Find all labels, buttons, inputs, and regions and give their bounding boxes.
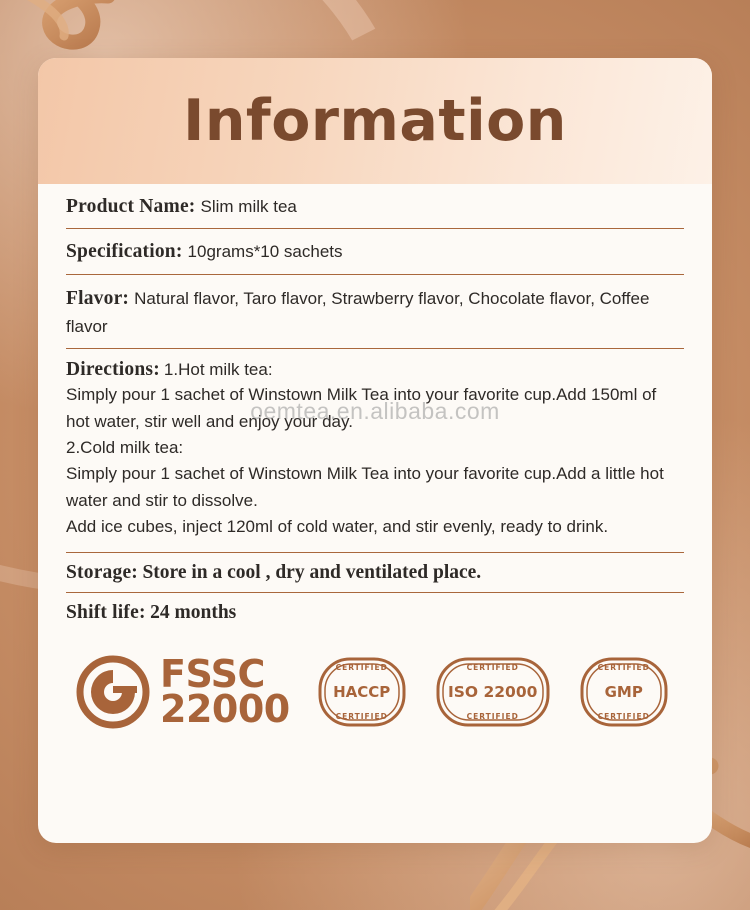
row-directions [66,349,684,553]
row-shift-life [66,593,684,632]
row-specification [66,229,684,274]
page-title: Information [183,88,567,154]
row-storage [66,553,684,593]
directions-line-3: Simply pour 1 sachet of Winstown Milk Tea into your favorite cup.Add a little hot water and stir to dissolve. [66,464,664,510]
product-name-label: Product Name: [66,196,196,217]
iso-mid-text: ISO 22000 [447,683,538,702]
row-product-name [66,184,684,229]
certification-logos [66,632,684,730]
storage-label: Storage: [66,562,138,584]
product-name-value: Slim milk tea [200,197,297,216]
directions-line-0: 1.Hot milk tea: [163,360,273,380]
iso-top-text: CERTIFIED [466,663,519,673]
gmp-top-text: CERTIFIED [597,663,650,673]
gmp-mid-text: GMP [604,683,643,702]
directions-heading [66,359,684,381]
card-header [38,58,712,184]
directions-body [66,381,684,540]
information-body [38,184,712,730]
shift-life-value: 24 months [150,602,237,624]
iso-22000-seal [434,654,552,730]
fssc-line-1: FSSC [160,652,265,697]
directions-label: Directions: [66,359,160,381]
haccp-bottom-text: CERTIFIED [335,712,388,722]
gmp-bottom-text: CERTIFIED [597,712,650,722]
fssc-22000-logo [76,652,290,732]
haccp-seal [316,654,408,730]
information-card [38,58,712,843]
storage-value: Store in a cool , dry and ventilated place. [142,562,482,584]
iso-bottom-text: CERTIFIED [466,712,519,722]
haccp-mid-text: HACCP [333,683,391,702]
site-watermark: oemtea.en.alibaba.com [250,398,500,424]
flavor-value: Natural flavor, Taro flavor, Strawberry flavor, Chocolate flavor, Coffee flavor [66,288,650,337]
haccp-top-text: CERTIFIED [335,663,388,673]
fssc-line-2: 22000 [160,687,290,732]
directions-line-4: Add ice cubes, inject 120ml of cold water, and stir evenly, ready to drink. [66,516,609,536]
shift-life-label: Shift life: [66,602,146,624]
fssc-mark-icon [76,655,150,729]
row-flavor [66,275,684,350]
specification-value: 10grams*10 sachets [187,242,343,262]
fssc-text-block [160,652,290,732]
directions-line-2: 2.Cold milk tea: [66,437,184,457]
directions-line-1: Simply pour 1 sachet of Winstown Milk Tea into your favorite cup.Add 150ml of hot water, stir well and enjoy your day. [66,385,657,431]
flavor-label: Flavor: [66,287,130,309]
gmp-seal [578,654,670,730]
specification-label: Specification: [66,241,183,263]
